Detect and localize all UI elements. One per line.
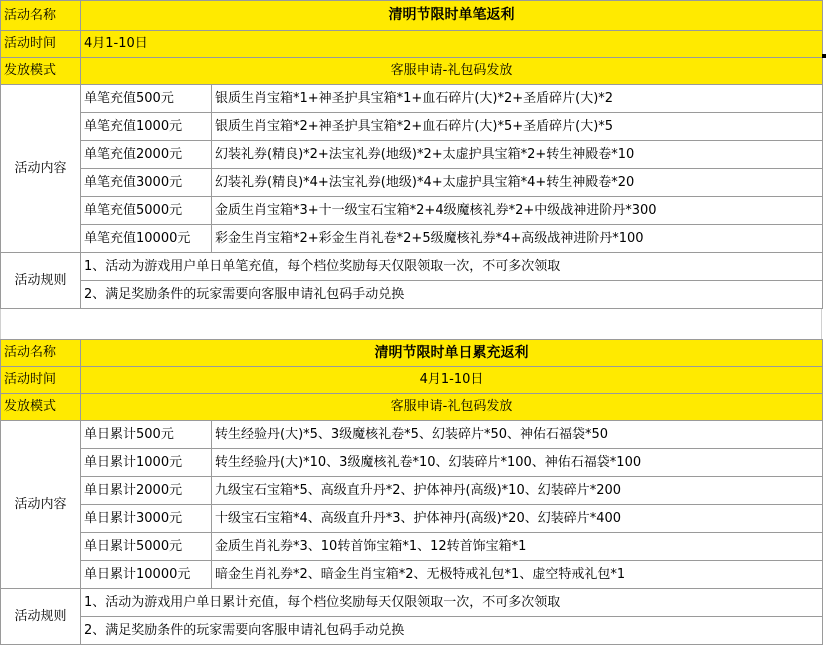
activity1-rule: 1、活动为游戏用户单日单笔充值，每个档位奖励每天仅限领取一次，不可多次领取 bbox=[81, 253, 823, 281]
table-row-tier: 单笔充值3000元 bbox=[81, 169, 212, 197]
activity2-rule: 1、活动为游戏用户单日累计充值，每个档位奖励每天仅限领取一次，不可多次领取 bbox=[81, 589, 823, 617]
activity1-table bbox=[0, 0, 823, 309]
table-row-reward: 金质生肖礼券*3、10转首饰宝箱*1、12转首饰宝箱*1 bbox=[212, 533, 823, 561]
activity2-content-label: 活动内容 bbox=[1, 421, 81, 589]
table-row-reward: 十级宝石宝箱*4、高级直升丹*3、护体神丹(高级)*20、幻装碎片*400 bbox=[212, 505, 823, 533]
activity2-table bbox=[0, 339, 823, 645]
table-row-reward: 幻装礼券(精良)*2+法宝礼券(地级)*2+太虚护具宝箱*2+转生神殿卷*10 bbox=[212, 141, 823, 169]
activity1-name-label: 活动名称 bbox=[1, 1, 81, 31]
cell-fill-handle[interactable] bbox=[822, 54, 826, 58]
table-row-reward: 幻装礼券(精良)*4+法宝礼券(地级)*4+太虚护具宝箱*4+转生神殿卷*20 bbox=[212, 169, 823, 197]
activity2-mode-label: 发放模式 bbox=[1, 394, 81, 421]
table-row-reward: 转生经验丹(大)*10、3级魔核礼卷*10、幻装碎片*100、神佑石福袋*100 bbox=[212, 449, 823, 477]
table-row-tier: 单日累计2000元 bbox=[81, 477, 212, 505]
empty-row bbox=[0, 309, 822, 339]
table-row-tier: 单笔充值5000元 bbox=[81, 197, 212, 225]
table-row-reward: 暗金生肖礼券*2、暗金生肖宝箱*2、无极特戒礼包*1、虚空特戒礼包*1 bbox=[212, 561, 823, 589]
table-row-tier: 单日累计1000元 bbox=[81, 449, 212, 477]
activity2-time: 4月1-10日 bbox=[81, 367, 823, 394]
table-row-reward: 金质生肖宝箱*3+十一级宝石宝箱*2+4级魔核礼券*2+中级战神进阶丹*300 bbox=[212, 197, 823, 225]
activity2-mode: 客服申请-礼包码发放 bbox=[81, 394, 823, 421]
activity1-mode-label: 发放模式 bbox=[1, 58, 81, 85]
activity2-rule: 2、满足奖励条件的玩家需要向客服申请礼包码手动兑换 bbox=[81, 617, 823, 645]
table-row-tier: 单笔充值10000元 bbox=[81, 225, 212, 253]
activity1-mode: 客服申请-礼包码发放 bbox=[81, 58, 823, 85]
table-row-reward: 银质生肖宝箱*1+神圣护具宝箱*1+血石碎片(大)*2+圣盾碎片(大)*2 bbox=[212, 85, 823, 113]
activity2-time-label: 活动时间 bbox=[1, 367, 81, 394]
table-row-tier: 单日累计500元 bbox=[81, 421, 212, 449]
activity1-rules-label: 活动规则 bbox=[1, 253, 81, 309]
activity1-time: 4月1-10日 bbox=[81, 31, 823, 58]
table-row-tier: 单笔充值1000元 bbox=[81, 113, 212, 141]
activity1-content-label: 活动内容 bbox=[1, 85, 81, 253]
table-row-reward: 转生经验丹(大)*5、3级魔核礼卷*5、幻装碎片*50、神佑石福袋*50 bbox=[212, 421, 823, 449]
table-row-reward: 彩金生肖宝箱*2+彩金生肖礼卷*2+5级魔核礼券*4+高级战神进阶丹*100 bbox=[212, 225, 823, 253]
activity2-name: 清明节限时单日累充返利 bbox=[81, 340, 823, 367]
table-row-tier: 单日累计10000元 bbox=[81, 561, 212, 589]
table-row-tier: 单笔充值2000元 bbox=[81, 141, 212, 169]
activity1-name: 清明节限时单笔返利 bbox=[81, 1, 823, 31]
activity1-time-label: 活动时间 bbox=[1, 31, 81, 58]
table-row-reward: 银质生肖宝箱*2+神圣护具宝箱*2+血石碎片(大)*5+圣盾碎片(大)*5 bbox=[212, 113, 823, 141]
table-row-tier: 单日累计5000元 bbox=[81, 533, 212, 561]
activity1-rule: 2、满足奖励条件的玩家需要向客服申请礼包码手动兑换 bbox=[81, 281, 823, 309]
activity2-name-label: 活动名称 bbox=[1, 340, 81, 367]
activity2-rules-label: 活动规则 bbox=[1, 589, 81, 645]
table-row-reward: 九级宝石宝箱*5、高级直升丹*2、护体神丹(高级)*10、幻装碎片*200 bbox=[212, 477, 823, 505]
table-row-tier: 单笔充值500元 bbox=[81, 85, 212, 113]
table-row-tier: 单日累计3000元 bbox=[81, 505, 212, 533]
